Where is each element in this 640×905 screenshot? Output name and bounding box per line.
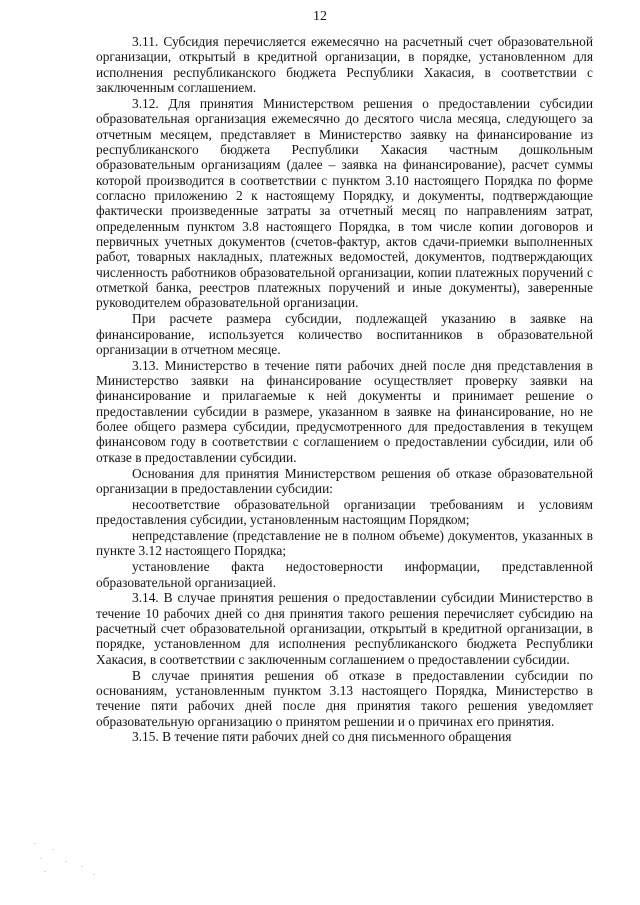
scan-noise [30, 840, 110, 880]
paragraph-3-11: 3.11. Субсидия перечисляется ежемесячно на расчетный счет образовательной организации, открытый в кредитной организации, в порядке, установленном для исполнения республиканского бюджета Республики Хакасия, в соответствии с заключенным соглашением. [96, 34, 593, 96]
page-number: 12 [313, 9, 327, 24]
paragraph-3-14: 3.14. В случае принятия решения о предоставлении субсидии Министерство в течение 10 рабочих дней со дня принятия такого решения перечисляет субсидию на расчетный счет образовательной организации, открытый в кредитной организации, в порядке, установленном для исполнения республиканского бюджета Республики Хакасия, в соответствии с заключенным соглашением о предоставлении субсидии. [96, 590, 593, 667]
refusal-ground-nonconformity: несоответствие образовательной организации требованиям и условиям предоставления субсидии, установленным настоящим Порядком; [96, 496, 593, 528]
paragraph-3-12: 3.12. Для принятия Министерством решения о предоставлении субсидии образовательная организация ежемесячно до десятого числа месяца, следующего за отчетным месяцем, представляет в Министерство заявку на финансирование из республиканского бюджета Республики Хакасия частным дошкольным образовательным организациям (далее – заявка на финансирование), расчет суммы которой производится в соответствии с пунктом 3.10 настоящего Порядка по форме согласно приложению 2 к настоящему Порядку, и документы, подтверждающие фактически произведенные затраты за отчетный месяц по направлениям затрат, определенным пунктом 3.8 настоящего Порядка, в том числе копии договоров и первичных учетных документов (счетов-фактур, актов сдачи-приемки выполненных работ, товарных накладных, платежных ведомостей, документов, подтверждающих численность работников образовательной организации, копии платежных поручений с отметкой банка, реестров платежных поручений и иные документы), заверенные руководителем образовательной организации. [96, 95, 593, 311]
paragraph-subsidy-calculation: При расчете размера субсидии, подлежащей указанию в заявке на финансирование, используется количество воспитанников в образовательной организации в отчетном месяце. [96, 311, 593, 357]
paragraph-3-15: 3.15. В течение пяти рабочих дней со дня письменного обращения [132, 729, 512, 745]
refusal-ground-documents: непредставление (представление не в полном объеме) документов, указанных в пункте 3.12 настоящего Порядка; [96, 528, 593, 559]
refusal-ground-inaccuracy: установление факта недостоверности информации, представленной образовательной организацией. [96, 559, 593, 590]
paragraph-refusal-notification: В случае принятия решения об отказе в предоставлении субсидии по основаниям, установленным пунктом 3.13 настоящего Порядка, Министерство в течение пяти рабочих дней после дня принятия такого решения уведомляет образовательную организацию о принятом решении и о причинах его принятия. [96, 667, 593, 729]
paragraph-3-13: 3.13. Министерство в течение пяти рабочих дней после дня представления в Министерство заявки на финансирование осуществляет проверку заявки на финансирование и прилагаемые к ней документы и принимает решение о предоставлении субсидии в размере, указанном в заявке на финансирование, но не более общего размера субсидии, предусмотренного для предоставления в текущем финансовом году в соответствии с соглашением о предоставлении субсидии, или об отказе в предоставлении субсидии. [96, 357, 593, 465]
paragraph-refusal-grounds: Основания для принятия Министерством решения об отказе образовательной организации в предоставлении субсидии: [96, 465, 593, 496]
document-body [96, 34, 593, 745]
